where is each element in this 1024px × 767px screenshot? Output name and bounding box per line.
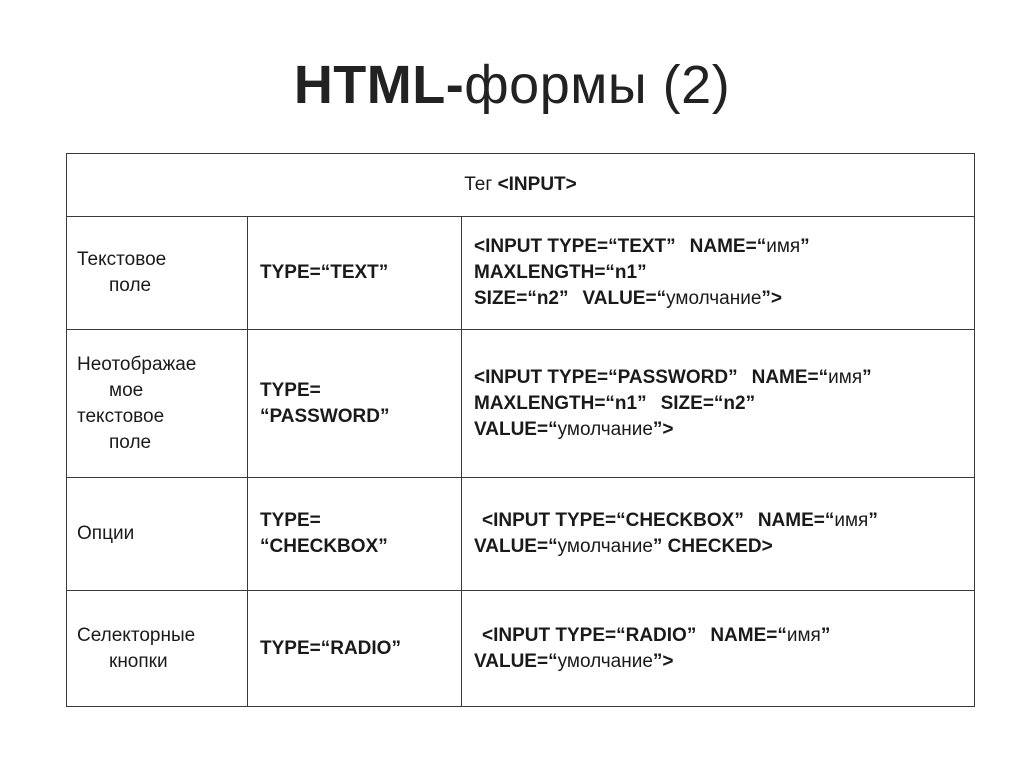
code-line — [474, 417, 968, 443]
code-keyword: ” CHECKED> — [652, 536, 773, 557]
row-label — [67, 478, 248, 591]
code-keyword: <INPUT TYPE=“RADIO” — [482, 624, 697, 646]
code-line — [474, 623, 968, 649]
code-keyword: MAXLENGTH=“n1” — [474, 392, 647, 414]
code-keyword: NAME=“ — [689, 236, 767, 257]
row-type-line: TYPE= — [260, 379, 321, 401]
code-keyword: SIZE=“n2” — [660, 392, 756, 414]
row-label — [67, 217, 248, 330]
table-row — [67, 591, 975, 707]
header-prefix: Тег — [464, 174, 498, 195]
title-bold-part: HTML- — [293, 55, 465, 115]
code-keyword: MAXLENGTH=“n1” — [474, 262, 647, 283]
code-keyword: ” — [868, 510, 878, 531]
row-label-line: Текстовое — [77, 249, 167, 270]
code-value: умолчание — [666, 288, 762, 309]
row-label-line: Опции — [77, 523, 135, 544]
code-line — [474, 534, 968, 560]
code-value: имя — [786, 624, 821, 646]
row-code — [462, 478, 975, 591]
code-line — [474, 234, 968, 260]
code-keyword: SIZE=“n2” — [474, 288, 569, 309]
code-keyword: <INPUT TYPE=“TEXT” — [474, 236, 676, 257]
row-label-line: Неотображае — [77, 353, 197, 375]
row-type-line: “CHECKBOX” — [260, 536, 388, 557]
code-keyword: ”> — [761, 288, 783, 309]
code-line — [474, 286, 968, 312]
code-keyword: ”> — [652, 650, 674, 672]
title-normal-part: формы (2) — [464, 55, 731, 115]
input-types-table — [66, 153, 975, 707]
row-label-line: поле — [109, 431, 152, 453]
row-type — [248, 478, 462, 591]
code-keyword: ” — [862, 366, 872, 388]
code-keyword: VALUE=“ — [582, 288, 667, 309]
table-header-row — [67, 154, 975, 217]
code-value: имя — [766, 236, 801, 257]
row-code — [462, 591, 975, 707]
code-value: имя — [828, 366, 863, 388]
row-type-line: “PASSWORD” — [260, 405, 390, 427]
code-keyword: VALUE=“ — [474, 418, 558, 440]
row-type-line: TYPE= — [260, 510, 321, 531]
row-label-line: поле — [109, 275, 152, 296]
code-keyword: NAME=“ — [710, 624, 787, 646]
row-label — [67, 591, 248, 707]
row-type — [248, 591, 462, 707]
code-value: имя — [834, 510, 869, 531]
code-line — [474, 508, 968, 534]
code-value: умолчание — [557, 536, 653, 557]
code-line — [474, 365, 968, 391]
code-keyword: NAME=“ — [757, 510, 835, 531]
code-keyword: ” — [800, 236, 810, 257]
row-type-line: TYPE=“TEXT” — [260, 262, 389, 283]
header-tag: <INPUT> — [497, 174, 577, 195]
code-line — [474, 649, 968, 675]
row-label — [67, 330, 248, 478]
table-row — [67, 330, 975, 478]
table-row — [67, 217, 975, 330]
code-keyword: <INPUT TYPE=“PASSWORD” — [474, 366, 738, 388]
row-type — [248, 330, 462, 478]
table-header-cell — [67, 154, 975, 217]
row-code — [462, 217, 975, 330]
code-keyword: VALUE=“ — [474, 536, 558, 557]
row-label-line: Селекторные — [77, 624, 196, 646]
code-line — [474, 260, 968, 286]
row-type — [248, 217, 462, 330]
code-keyword: VALUE=“ — [474, 650, 558, 672]
table-row — [67, 478, 975, 591]
code-keyword: NAME=“ — [751, 366, 829, 388]
row-label-line: кнопки — [109, 650, 168, 672]
row-code — [462, 330, 975, 478]
row-label-line: текстовое — [77, 405, 165, 427]
row-label-line: мое — [109, 379, 144, 401]
row-type-line: TYPE=“RADIO” — [260, 637, 401, 659]
code-keyword: <INPUT TYPE=“CHECKBOX” — [482, 510, 744, 531]
code-line — [474, 391, 968, 417]
code-value: умолчание — [557, 650, 653, 672]
code-keyword: ”> — [652, 418, 674, 440]
slide-title — [0, 50, 1024, 120]
code-value: умолчание — [557, 418, 653, 440]
code-keyword: ” — [820, 624, 831, 646]
